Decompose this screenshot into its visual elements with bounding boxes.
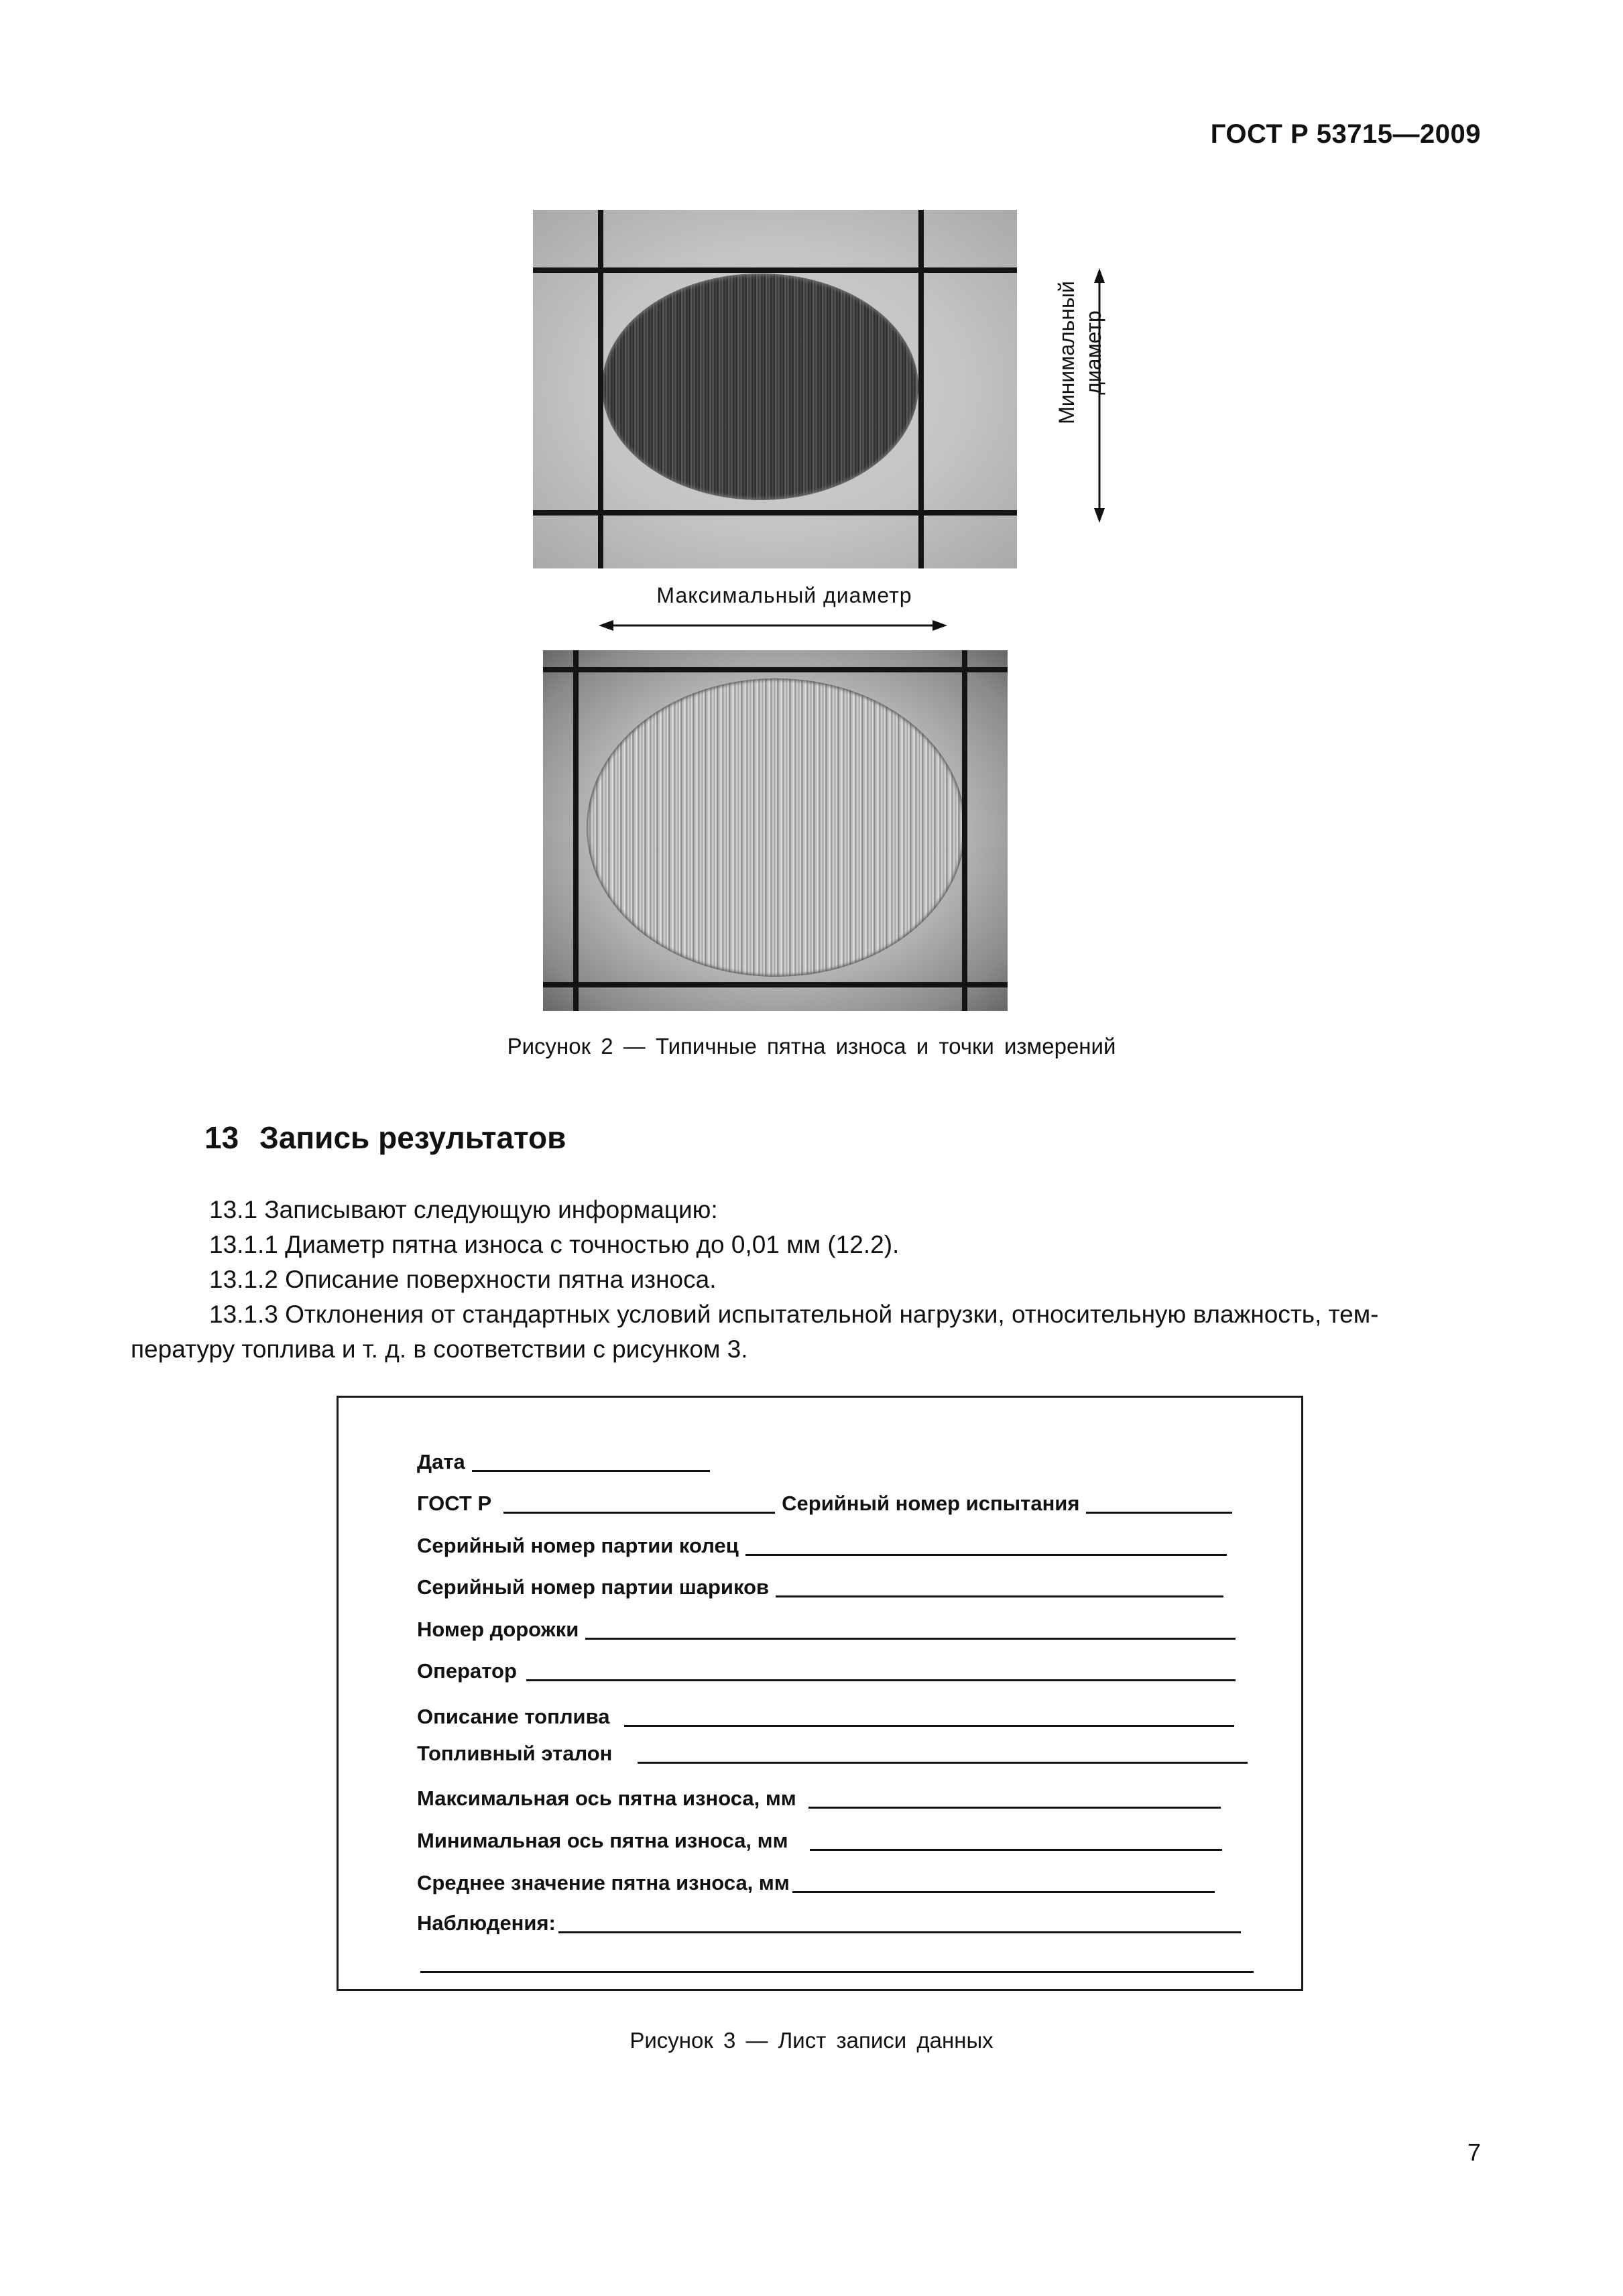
form-label-fuel-ref: Топливный эталон <box>417 1742 613 1765</box>
form-field-ring-batch[interactable] <box>745 1554 1227 1556</box>
form-row-mean <box>417 1869 1215 1897</box>
form-field-gost[interactable] <box>503 1512 775 1514</box>
paragraph-13-1-2: 13.1.2 Описание поверхности пятна износа. <box>209 1266 717 1293</box>
wear-spot-photo-top <box>533 210 1017 568</box>
form-row-max-axis <box>417 1785 1221 1813</box>
measure-line-h-bottom <box>543 982 1008 987</box>
measure-line-v-left <box>573 650 579 1011</box>
form-field-mean[interactable] <box>792 1891 1215 1893</box>
figure-2-caption: Рисунок 2 — Типичные пятна износа и точки измерений <box>507 1034 1116 1059</box>
form-field-notes-extra-line[interactable] <box>420 1971 1254 1973</box>
form-label-ball-batch: Серийный номер партии шариков <box>417 1575 770 1599</box>
measure-line-h-top <box>543 667 1008 672</box>
form-field-test-serial[interactable] <box>1086 1512 1232 1514</box>
form-row-fuel-ref <box>417 1740 1248 1768</box>
form-field-fuel-ref[interactable] <box>638 1762 1248 1764</box>
page-number: 7 <box>1467 2138 1481 2166</box>
section-number: 13 <box>204 1120 239 1155</box>
paragraph-13-1-1: 13.1.1 Диаметр пятна износа с точностью до 0,01 мм (12.2). <box>209 1231 900 1258</box>
max-diameter-arrow <box>599 615 947 636</box>
wear-spot-top <box>602 274 918 500</box>
form-label-fuel-desc: Описание топлива <box>417 1705 610 1728</box>
measure-line-v-right <box>918 210 924 568</box>
form-row-date <box>417 1448 710 1476</box>
measure-line-h-bottom <box>533 510 1017 516</box>
form-label-max-axis: Максимальная ось пятна износа, мм <box>417 1787 796 1810</box>
measure-line-v-right <box>962 650 967 1011</box>
form-field-fuel-desc[interactable] <box>624 1725 1234 1727</box>
form-row-track <box>417 1616 1236 1644</box>
form-label-mean: Среднее значение пятна износа, мм <box>417 1871 790 1894</box>
form-row-ball-batch <box>417 1573 1223 1602</box>
paragraph-13-1: 13.1 Записывают следующую информацию: <box>209 1196 718 1223</box>
wear-spot-photo-bottom <box>543 650 1008 1011</box>
form-label-min-axis: Минимальная ось пятна износа, мм <box>417 1829 788 1852</box>
form-row-notes <box>417 1909 1241 1937</box>
paragraph-13-1-3: 13.1.3 Отклонения от стандартных условий испытательной нагрузки, относительную влажность, тем- <box>209 1301 1379 1328</box>
form-row-min-axis <box>417 1827 1222 1855</box>
form-field-ball-batch[interactable] <box>776 1595 1223 1597</box>
form-row-ring-batch <box>417 1532 1227 1560</box>
form-label-ring-batch: Серийный номер партии колец <box>417 1534 739 1557</box>
min-diameter-label: Минимальный диаметр <box>1055 281 1105 424</box>
form-row-fuel-desc <box>417 1703 1234 1731</box>
form-field-date[interactable] <box>472 1470 710 1472</box>
paragraph-13-1-3-continued: пературу топлива и т. д. в соответствии с рисунком 3. <box>131 1335 748 1363</box>
wear-spot-bottom <box>587 678 965 977</box>
form-label-track: Номер дорожки <box>417 1618 579 1641</box>
form-row-gost <box>417 1490 1232 1518</box>
section-heading <box>204 1120 566 1156</box>
form-label-test-serial: Серийный номер испытания <box>782 1492 1080 1515</box>
measure-line-v-left <box>598 210 603 568</box>
max-diameter-label: Максимальный диаметр <box>656 583 912 607</box>
form-row-operator <box>417 1657 1236 1685</box>
form-field-min-axis[interactable] <box>810 1849 1222 1851</box>
form-field-notes[interactable] <box>558 1931 1241 1933</box>
figure-3-caption: Рисунок 3 — Лист записи данных <box>629 2028 994 2053</box>
measure-line-h-top <box>533 267 1017 273</box>
form-field-max-axis[interactable] <box>808 1807 1221 1809</box>
data-record-sheet <box>337 1396 1303 1991</box>
form-label-gost: ГОСТ Р <box>417 1492 492 1515</box>
form-label-date: Дата <box>417 1450 465 1473</box>
section-title: Запись результатов <box>259 1120 566 1155</box>
form-field-track[interactable] <box>585 1638 1236 1640</box>
document-id-header: ГОСТ Р 53715—2009 <box>1210 119 1481 149</box>
form-field-operator[interactable] <box>526 1679 1236 1681</box>
form-label-operator: Оператор <box>417 1659 517 1683</box>
form-label-notes: Наблюдения: <box>417 1911 556 1935</box>
